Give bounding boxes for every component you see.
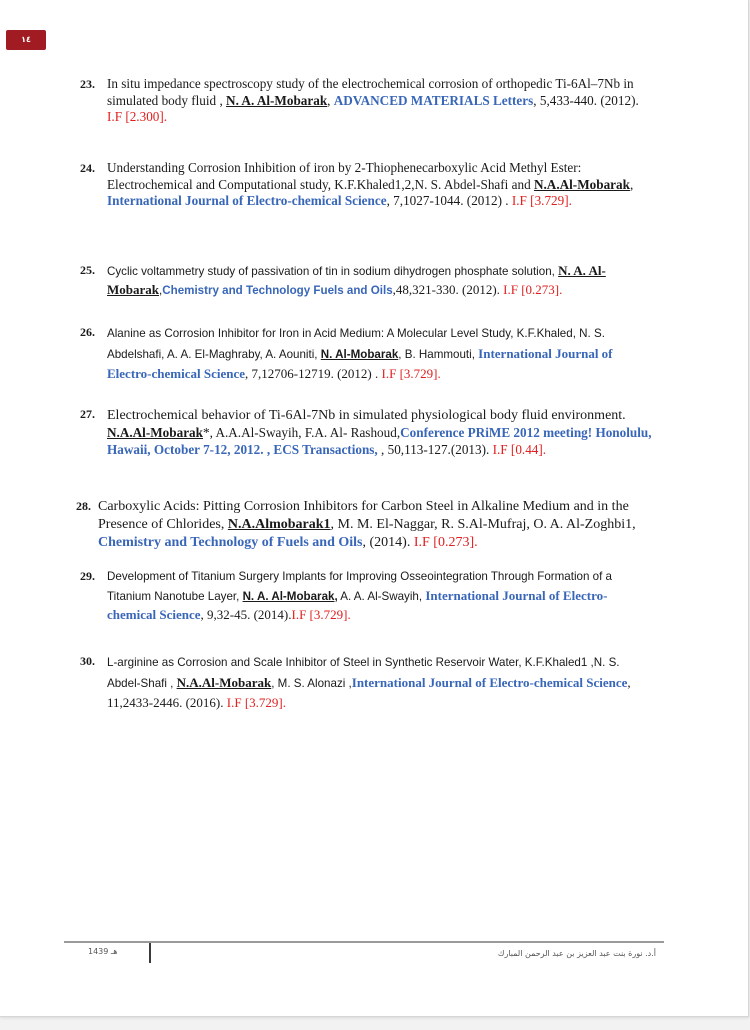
reference-number: 30. (80, 654, 95, 668)
reference-journal: Conference PRiME 2012 meeting! Honolulu, Hawaii, October 7-12, 2012. , ECS Transactions, (107, 425, 652, 457)
impact-factor: I.F [0.273]. (413, 535, 478, 550)
reference-journal: International Journal of Electro-chemical Science (107, 587, 608, 622)
reference-title: L-arginine as Corrosion and Scale Inhibitor of Steel in Synthetic Reservoir Water, K.F.Khaled1 ,N. S. Abdel-Shafi , (107, 656, 620, 690)
footer-year: 1439 هـ (88, 947, 118, 956)
reference-item (80, 406, 655, 458)
reference-number: 26. (80, 325, 95, 339)
reference-item (80, 653, 655, 714)
reference-text (107, 568, 655, 626)
reference-item (80, 262, 655, 299)
reference-coauthors: A. A. Al-Swayih, (337, 589, 426, 603)
reference-text (107, 76, 655, 126)
reference-coauthors: , B. Hammouti, (398, 347, 479, 361)
reference-text (98, 498, 656, 552)
reference-text (107, 653, 655, 714)
reference-text (107, 160, 655, 210)
reference-text (107, 324, 655, 385)
reference-citation: ,48,321-330. (2012). (392, 281, 504, 297)
reference-author-highlight: N. Al-Mobarak (320, 347, 399, 361)
reference-coauthors: , (629, 176, 634, 192)
reference-text (107, 262, 655, 299)
reference-author-highlight: N. A. Al-Mobarak (226, 92, 328, 108)
reference-citation: , 50,113-127.(2013). (381, 442, 493, 457)
reference-citation: , (2014). (362, 535, 414, 550)
reference-title: Carboxylic Acids: Pitting Corrosion Inhibitors for Carbon Steel in Alkaline Medium and in the Presence of Chlorides, (98, 499, 629, 532)
footer-separator-tick (149, 943, 151, 963)
reference-item (76, 498, 656, 552)
impact-factor: I.F [3.729]. (291, 607, 351, 622)
impact-factor: I.F [0.44]. (492, 442, 547, 457)
reference-citation: , 11,2433-2446. (2016). (107, 674, 631, 710)
reference-number: 25. (80, 263, 95, 277)
impact-factor: I.F [3.729]. (226, 695, 286, 710)
reference-coauthors: , M. M. El-Naggar, R. S.Al-Mufraj, O. A. Al-Zoghbi1, (330, 517, 636, 532)
reference-number: 24. (80, 161, 95, 175)
footer-divider (64, 941, 664, 943)
reference-number: 27. (80, 407, 95, 421)
reference-author-highlight: N. A. Al-Mobarak (107, 263, 606, 297)
reference-journal: International Journal of Electro-chemical Science (107, 193, 387, 208)
reference-journal: ADVANCED MATERIALS Letters (333, 92, 534, 108)
reference-item (80, 324, 655, 385)
impact-factor: I.F [2.300]. (107, 109, 168, 124)
reference-citation: , 9,32-45. (2014). (200, 607, 292, 622)
reference-coauthors: , (327, 92, 334, 108)
reference-author-highlight: N.A.Almobarak1 (227, 517, 331, 532)
reference-citation: , 5,433-440. (2012). (533, 92, 639, 108)
reference-title: In situ impedance spectroscopy study of the electrochemical corrosion of orthopedic Ti-6Al–7Nb in simulated body fluid , (107, 76, 634, 108)
impact-factor: I.F [3.729]. (511, 193, 572, 208)
reference-coauthors: , M. S. Alonazi , (271, 676, 352, 690)
impact-factor: I.F [0.273]. (503, 281, 563, 297)
reference-number: 29. (80, 569, 95, 583)
reference-journal: International Journal of Electro-chemical Science (351, 674, 628, 690)
reference-text (107, 406, 655, 458)
reference-journal: International Journal of Electro-chemical Science (107, 345, 613, 381)
reference-author-highlight: N.A.Al-Mobarak (107, 425, 203, 440)
reference-journal: Chemistry and Technology of Fuels and Oils (98, 535, 363, 550)
reference-author-highlight: N. A. Al-Mobarak, (242, 589, 338, 603)
reference-title: Development of Titanium Surgery Implants for Improving Osseointegration Through Formation of a Titanium Nanotube Layer, (107, 570, 613, 603)
reference-author-highlight: N.A.Al-Mobarak (176, 674, 272, 690)
footer-author-name: أ.د. نورة بنت عبد العزيز بن عبد الرحمن المبارك (497, 949, 656, 958)
reference-title: Understanding Corrosion Inhibition of iron by 2-Thiophenecarboxylic Acid Methyl Ester: Electrochemical and Computational study, K.F.Khaled1,2,N. S. Abdel-Shafi and (107, 160, 582, 192)
reference-author-highlight: N.A.Al-Mobarak (533, 176, 630, 192)
reference-item (80, 160, 655, 210)
reference-citation: , 7,12706-12719. (2012) . (245, 366, 382, 381)
reference-number: 23. (80, 77, 95, 91)
reference-item (80, 568, 655, 626)
reference-title: Electrochemical behavior of Ti-6Al-7Nb in simulated physiological body fluid environment. (107, 408, 626, 423)
reference-title: Cyclic voltammetry study of passivation of tin in sodium dihydrogen phosphate solution, (107, 265, 559, 278)
reference-item (80, 76, 655, 126)
reference-journal: Chemistry and Technology Fuels and Oils (162, 283, 393, 297)
page-number-tab: ١٤ (6, 30, 46, 50)
reference-coauthors: *, A.A.Al-Swayih, F.A. Al- Rashoud, (202, 425, 401, 440)
impact-factor: I.F [3.729]. (381, 366, 441, 381)
reference-number: 28. (76, 499, 91, 513)
reference-title: Alanine as Corrosion Inhibitor for Iron in Acid Medium: A Molecular Level Study, K.F.Khaled, N. S. Abdelshafi, A. A. El-Maghraby, A. Aouniti, (107, 327, 605, 361)
reference-coauthors: , (159, 283, 163, 297)
reference-citation: , 7,1027-1044. (2012) . (386, 193, 512, 208)
